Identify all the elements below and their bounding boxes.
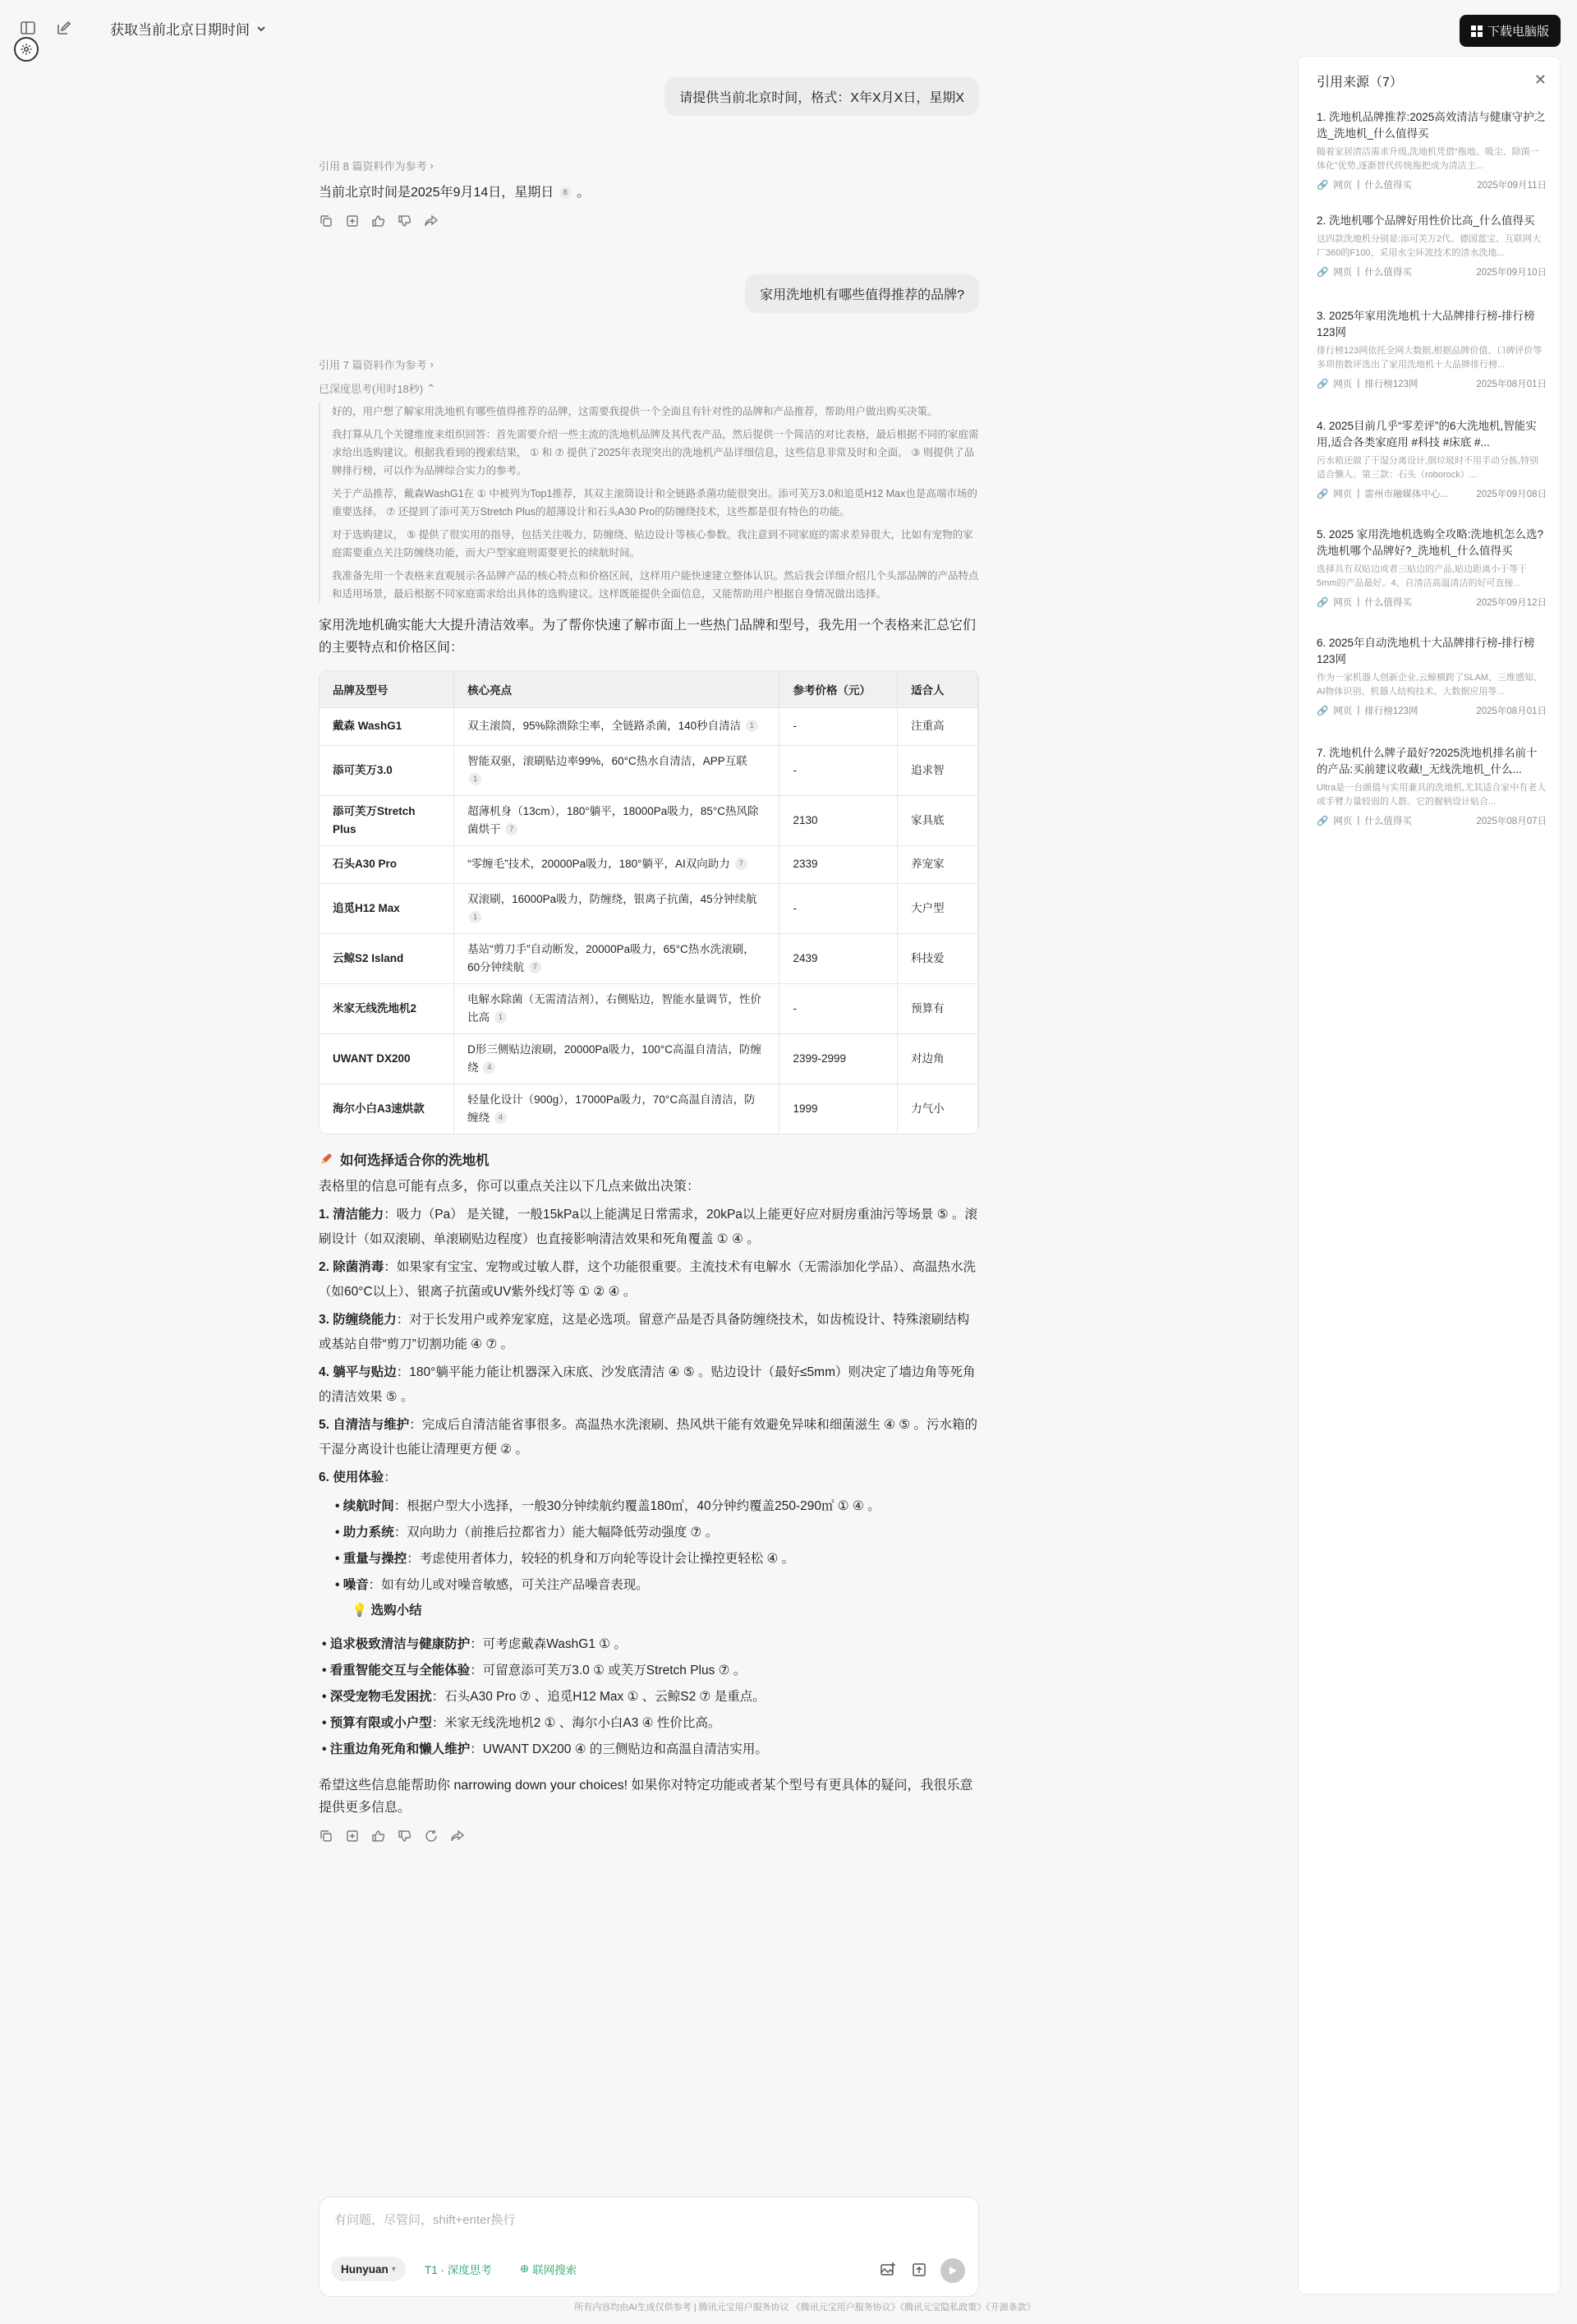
- source-title[interactable]: 1. 洗地机品牌推荐:2025高效清洁与健康守护之选_洗地机_什么值得买: [1317, 111, 1546, 140]
- source-title[interactable]: 7. 洗地机什么牌子最好?2025洗地机排名前十的产品:买前建议收藏!_无线洗地机_什么...: [1317, 747, 1538, 775]
- source-date: 2025年09月08日: [1476, 490, 1547, 499]
- source-date: 2025年09月11日: [1477, 181, 1547, 191]
- thinking-paragraph: 我准备先用一个表格来直观展示各品牌产品的核心特点和价格区间，这样用户能快速建立整体认识。然后我会详细介绍几个头部品牌的产品特点和适用场景，最后根据不同家庭需求给出具体的选购建议。这样既能提供全面信息，又能帮助用户根据自身情况做出选择。: [332, 570, 979, 600]
- table-cell-features: [454, 745, 779, 795]
- citation-badge[interactable]: 1: [494, 1011, 507, 1024]
- usage-item: [335, 1493, 979, 1520]
- features-text: 双滚刷，16000Pa吸力，防缠绕，银离子抗菌，45分钟续航: [467, 892, 757, 905]
- table-cell-model: 海尔小白A3速烘款: [320, 1084, 454, 1134]
- guide-item: [319, 1203, 979, 1252]
- source-meta: [1317, 265, 1547, 278]
- source-meta: [1317, 178, 1547, 191]
- table-cell-price: 2439: [779, 933, 898, 983]
- link-icon: 🔗: [1317, 817, 1329, 826]
- source-site: 什么值得买: [1364, 268, 1412, 278]
- source-item[interactable]: [1317, 418, 1547, 500]
- source-date: 2025年09月12日: [1476, 598, 1547, 608]
- table-row: [320, 845, 978, 883]
- source-date: 2025年08月07日: [1476, 817, 1547, 826]
- link-icon: 🔗: [1317, 181, 1329, 191]
- source-site: 排行榜123网: [1364, 380, 1418, 389]
- source-type: 网页: [1333, 181, 1353, 191]
- guide-label: 除菌消毒: [333, 1259, 384, 1274]
- guide-intro: 表格里的信息可能有点多，你可以重点关注以下几点来做出决策：: [319, 1179, 701, 1194]
- table-header: 品牌及型号: [320, 671, 454, 707]
- summary-item: [322, 1710, 979, 1737]
- guide-text: ：180°躺平能力能让机器深入床底、沙发底清洁 ④ ⑤ 。贴边设计（最好≤5mm）则决定了墙边角等死角的清洁效果 ⑤ 。: [319, 1364, 976, 1404]
- chevron-up-icon: ⌃: [426, 381, 436, 394]
- source-snippet: 随着家居清洁需求升级,洗地机凭借“拖地、吸尘、除菌一体化”优势,逐渐替代传统拖把成为清洁主...: [1317, 147, 1539, 171]
- source-meta: [1317, 377, 1547, 390]
- image-upload-icon[interactable]: [880, 2262, 896, 2282]
- summary-text: ：米家无线洗地机2 ① 、海尔小白A3 ④ 性价比高。: [431, 1715, 721, 1730]
- source-snippet: Ultra是一台颜值与实用兼具的洗地机,尤其适合家中有老人或手臂力量较弱的人群。它的握柄设计贴合...: [1317, 783, 1547, 807]
- table-cell-price: -: [779, 983, 898, 1033]
- table-cell-price: -: [779, 883, 898, 933]
- table-cell-features: [454, 707, 779, 745]
- table-cell-audience: 追求智: [898, 745, 978, 795]
- guide-heading: [319, 1149, 979, 1169]
- summary-item: [322, 1684, 979, 1710]
- citation-badge[interactable]: 1: [469, 773, 481, 785]
- guide-number: 2.: [319, 1259, 329, 1274]
- guide-label: 防缠绕能力: [333, 1312, 397, 1327]
- source-type: 网页: [1333, 380, 1353, 389]
- table-cell-audience: 预算有: [898, 983, 978, 1033]
- source-item[interactable]: [1317, 308, 1547, 390]
- table-cell-price: 2399-2999: [779, 1033, 898, 1084]
- reference-count: 引用 7 篇资料作为参考: [319, 359, 427, 371]
- guide-text: ：完成后自清洁能省事很多。高温热水洗滚刷、热风烘干能有效避免异味和细菌滋生 ④ ⑤ 。污水箱的干湿分离设计也能让清理更方便 ② 。: [319, 1417, 977, 1457]
- link-icon: 🔗: [1317, 598, 1329, 608]
- usage-text: ：如有幼儿或对噪音敏感，可关注产品噪音表现。: [368, 1577, 649, 1592]
- top-bar: [0, 0, 1577, 58]
- source-site: 什么值得买: [1364, 181, 1412, 191]
- citation-badge[interactable]: 7: [505, 823, 517, 835]
- model-selector[interactable]: [331, 2257, 406, 2281]
- table-cell-audience: 养宠家: [898, 845, 978, 883]
- thinking-paragraph: 好的，用户想了解家用洗地机有哪些值得推荐的品牌，这需要我提供一个全面且有针对性的品牌和产品推荐，帮助用户做出购买决策。: [332, 406, 938, 417]
- divider: |: [1357, 267, 1360, 277]
- brand-comparison-table: [319, 670, 979, 1134]
- source-snippet: 作为一家机器人创新企业,云鲸横跨了SLAM、三维感知、AI物体识别、机器人结构技术、大数据应用等...: [1317, 673, 1543, 697]
- settings-gear-icon[interactable]: [14, 37, 39, 62]
- table-cell-price: 2339: [779, 845, 898, 883]
- regenerate-icon[interactable]: [424, 1829, 439, 1843]
- guide-item: [319, 1413, 979, 1462]
- guide-label: 躺平与贴边: [333, 1364, 397, 1379]
- divider: |: [1357, 816, 1360, 826]
- guide-text: ：对于长发用户或养宠家庭，这是必选项。留意产品是否具备防缠绕技术，如齿梳设计、特殊滚刷结构或基站自带“剪刀”切割功能 ④ ⑦ 。: [319, 1312, 970, 1351]
- source-site: 什么值得买: [1364, 817, 1412, 826]
- chevron-right-icon: ›: [430, 358, 434, 370]
- usage-label: 续航时间: [343, 1498, 394, 1513]
- table-cell-price: -: [779, 707, 898, 745]
- summary-label: 深受宠物毛发困扰: [329, 1689, 432, 1704]
- source-type: 网页: [1333, 598, 1353, 608]
- features-text: 轻量化设计（900g），17000Pa吸力，70°C高温自清洁，防缠绕: [467, 1093, 756, 1124]
- source-title[interactable]: 6. 2025年自动洗地机十大品牌排行榜-排行榜123网: [1317, 637, 1535, 665]
- source-meta: [1317, 487, 1547, 500]
- source-date: 2025年09月10日: [1476, 268, 1547, 278]
- windows-icon: [1471, 25, 1483, 37]
- usage-text: ：根据户型大小选择，一般30分钟续航约覆盖180㎡，40分钟约覆盖250-290㎡ ① ④ 。: [393, 1498, 880, 1513]
- guide-number: 4.: [319, 1364, 329, 1379]
- bookmark-icon[interactable]: [345, 1829, 360, 1843]
- chat-input[interactable]: 有问题，尽管问，shift+enter换行: [334, 2213, 516, 2227]
- sources-panel: [1298, 56, 1561, 2294]
- source-site: 排行榜123网: [1364, 706, 1418, 716]
- link-icon: 🔗: [1317, 268, 1329, 278]
- chat-input-box: [319, 2197, 979, 2297]
- tip-line: [319, 1599, 979, 1623]
- answer-text: 当前北京时间是2025年9月14日，星期日 8 。: [319, 186, 591, 200]
- guide-label: 使用体验: [333, 1470, 384, 1484]
- table-row: [320, 795, 978, 845]
- guide-text: ：吸力（Pa） 是关键，一般15kPa以上能满足日常需求，20kPa以上能更好应对厨房重油污等场景 ⑤ 。滚刷设计（如双滚刷、单滚刷贴边程度）也直接影响清洁效果和死角覆盖 ① ④ 。: [319, 1207, 977, 1246]
- assistant-message: [319, 357, 979, 1843]
- source-meta: [1317, 814, 1547, 827]
- summary-text: ：可留意添可芙万3.0 ① 或芙万Stretch Plus ⑦ 。: [470, 1663, 747, 1677]
- thumbs-down-icon[interactable]: [398, 1829, 412, 1843]
- download-desktop-button[interactable]: [1460, 15, 1561, 47]
- thumbs-down-icon[interactable]: [398, 214, 412, 228]
- guide-label: 自清洁与维护: [333, 1417, 410, 1432]
- table-cell-model: 追觅H12 Max: [320, 883, 454, 933]
- usage-label: 噪音: [343, 1577, 369, 1592]
- copy-icon[interactable]: [319, 214, 333, 228]
- table-cell-model: 添可芙万Stretch Plus: [320, 795, 454, 845]
- source-meta: [1317, 704, 1547, 717]
- conversation-title-text: 获取当前北京日期时间: [110, 22, 250, 38]
- source-title[interactable]: 3. 2025年家用洗地机十大品牌排行榜-排行榜123网: [1317, 310, 1535, 338]
- source-item[interactable]: [1317, 527, 1547, 609]
- table-cell-price: 1999: [779, 1084, 898, 1134]
- citation-badge[interactable]: 8: [559, 186, 572, 199]
- source-item[interactable]: [1317, 109, 1547, 191]
- guide-number: 6.: [319, 1470, 329, 1484]
- table-cell-model: 米家无线洗地机2: [320, 983, 454, 1033]
- table-cell-features: [454, 1033, 779, 1084]
- table-row: [320, 983, 978, 1033]
- lightbulb-icon: 💡: [352, 1603, 368, 1618]
- table-header: 核心亮点: [454, 671, 779, 707]
- table-cell-price: -: [779, 745, 898, 795]
- divider: |: [1357, 489, 1360, 499]
- table-cell-features: [454, 883, 779, 933]
- table-header: 参考价格（元）: [779, 671, 898, 707]
- send-arrow-icon: [947, 2265, 959, 2276]
- citation-badge[interactable]: 7: [735, 858, 747, 870]
- table-cell-model: 石头A30 Pro: [320, 845, 454, 883]
- answer-intro: 家用洗地机确实能大大提升清洁效率。为了帮你快速了解市面上一些热门品牌和型号，我先用一个表格来汇总它们的主要特点和价格区间：: [319, 619, 977, 655]
- table-cell-features: [454, 983, 779, 1033]
- table-row: [320, 1033, 978, 1084]
- link-icon: 🔗: [1317, 490, 1329, 499]
- thinking-content: [319, 403, 979, 603]
- answer-sentence: 当前北京时间是2025年9月14日，星期日: [319, 186, 554, 200]
- thinking-paragraph: 关于产品推荐，戴森WashG1在 ① 中被列为Top1推荐，其双主滚筒设计和全链路杀菌功能很突出。添可芙万3.0和追觅H12 Max也是高端市场的重要选择。 ⑦ 还提到了添可芙万Stretch Plus的超薄设计和石头A30 Pro的防缠绕技术，这些都是很有特色的功能。: [332, 488, 977, 518]
- table-cell-audience: 注重高: [898, 707, 978, 745]
- source-title[interactable]: 2. 洗地机哪个品牌好用性价比高_什么值得买: [1317, 214, 1535, 227]
- table-cell-audience: 大户型: [898, 883, 978, 933]
- table-cell-features: [454, 845, 779, 883]
- table-cell-features: [454, 1084, 779, 1134]
- summary-item: [322, 1737, 979, 1763]
- source-snippet: 这四款洗地机分别是:添可芙万2代、德国蓝宝、互联网大厂360的F100、采用水尘环流技术的清水洗地...: [1317, 234, 1542, 258]
- table-cell-audience: 科技爱: [898, 933, 978, 983]
- divider: |: [1357, 379, 1360, 389]
- file-upload-icon[interactable]: [911, 2262, 927, 2282]
- guide-item: [319, 1466, 979, 1490]
- usage-item: [335, 1572, 979, 1599]
- source-type: 网页: [1333, 817, 1353, 826]
- source-site: 什么值得买: [1364, 598, 1412, 608]
- table-cell-model: UWANT DX200: [320, 1033, 454, 1084]
- sources-title: 引用来源（7）: [1317, 76, 1403, 90]
- assistant-message: [319, 158, 979, 228]
- table-row: [320, 745, 978, 795]
- divider: |: [1357, 706, 1360, 716]
- summary-text: ：UWANT DX200 ④ 的三侧贴边和高温自清洁实用。: [470, 1742, 768, 1756]
- chevron-down-icon: ▾: [391, 2264, 396, 2274]
- summary-item: [322, 1658, 979, 1684]
- source-date: 2025年08月01日: [1476, 380, 1547, 389]
- source-title[interactable]: 4. 2025目前几乎“零差评”的6大洗地机,智能实用,适合各类家庭用 #科技 #床底 #...: [1317, 420, 1537, 449]
- reference-link[interactable]: [319, 357, 979, 372]
- source-date: 2025年08月01日: [1476, 706, 1547, 716]
- divider: |: [1357, 180, 1360, 190]
- thumbs-up-icon[interactable]: [371, 214, 386, 228]
- guide-number: 5.: [319, 1417, 329, 1432]
- table-cell-audience: 家具底: [898, 795, 978, 845]
- guide-title: 如何选择适合你的洗地机: [340, 1153, 490, 1168]
- guide-number: 3.: [319, 1312, 329, 1327]
- table-cell-features: [454, 795, 779, 845]
- source-snippet: 污水箱还做了干湿分离设计,倒垃圾时不用手动分拣,特别适合懒人。第三款：石头（roborock）...: [1317, 456, 1539, 480]
- footer-disclaimer: 所有内容均由AI生成仅供参考 | 腾讯元宝用户服务协议 《腾讯元宝用户服务协议》《腾讯元宝隐私政策》《开源条款》: [574, 2303, 1036, 2312]
- usage-text: ：双向助力（前推后拉都省力）能大幅降低劳动强度 ⑦ 。: [393, 1525, 719, 1539]
- table-cell-features: [454, 933, 779, 983]
- guide-text: ：: [384, 1470, 397, 1484]
- deep-think-label: T1 · 深度思考: [425, 2264, 492, 2276]
- source-snippet: 排行榜123网依托全网大数据,根据品牌价值、口碑评价等多项指数评选出了家用洗地机十大品牌排行榜...: [1317, 346, 1543, 370]
- guide-item: [319, 1360, 979, 1410]
- model-label: Hunyuan: [341, 2262, 389, 2276]
- table-cell-model: 云鲸S2 Island: [320, 933, 454, 983]
- globe-icon: ⊕: [520, 2262, 530, 2275]
- thinking-toggle[interactable]: [319, 380, 979, 396]
- user-message: 家用洗地机有哪些值得推荐的品牌?: [745, 274, 979, 313]
- guide-item: [319, 1308, 979, 1357]
- citation-badge[interactable]: 1: [469, 911, 481, 923]
- share-icon[interactable]: [424, 214, 439, 228]
- web-search-toggle[interactable]: [510, 2257, 586, 2281]
- summary-text: ：可考虑戴森WashG1 ① 。: [470, 1636, 627, 1651]
- thinking-paragraph: 对于选购建议， ⑤ 提供了很实用的指导，包括关注吸力、防缠绕、贴边设计等核心参数。我注意到不同家庭的需求差异很大，比如有宠物的家庭需要重点关注防缠绕功能，而大户型家庭则需要更长的续航时间。: [332, 529, 973, 559]
- source-item[interactable]: [1317, 745, 1547, 827]
- guide-list: [319, 1203, 979, 1490]
- divider: |: [1357, 597, 1360, 607]
- chevron-down-icon: [256, 24, 266, 34]
- source-type: 网页: [1333, 490, 1353, 499]
- deep-think-toggle[interactable]: [415, 2257, 502, 2281]
- summary-item: [322, 1631, 979, 1658]
- reference-link[interactable]: [319, 158, 979, 173]
- features-text: 基站“剪刀手”自动断发，20000Pa吸力，65°C热水洗滚刷，60分钟续航: [467, 942, 755, 973]
- source-type: 网页: [1333, 706, 1353, 716]
- link-icon: 🔗: [1317, 706, 1329, 716]
- link-icon: 🔗: [1317, 380, 1329, 389]
- source-site: 雷州市融媒体中心...: [1364, 490, 1448, 499]
- bookmark-icon[interactable]: [345, 214, 360, 228]
- features-text: 智能双驱，滚刷贴边率99%，60°C热水自清洁，APP互联: [467, 754, 747, 767]
- usage-list: [319, 1493, 979, 1599]
- table-row: [320, 933, 978, 983]
- guide-text: ：如果家有宝宝、宠物或过敏人群，这个功能很重要。主流技术有电解水（无需添加化学品）、高温热水洗（如60°C以上）、银离子抗菌或UV紫外线灯等 ① ② ④ 。: [319, 1259, 977, 1299]
- citation-badge[interactable]: 4: [494, 1111, 507, 1124]
- thumbs-up-icon[interactable]: [371, 1829, 386, 1843]
- summary-label: 追求极致清洁与健康防护: [329, 1636, 471, 1651]
- usage-label: 助力系统: [343, 1525, 394, 1539]
- table-row: [320, 707, 978, 745]
- table-cell-model: 戴森 WashG1: [320, 707, 454, 745]
- conversation-title[interactable]: [110, 18, 266, 39]
- message-actions: [319, 1829, 979, 1843]
- closing-text: 希望这些信息能帮助你 narrowing down your choices! 如果你对特定功能或者某个型号有更具体的疑问，我很乐意提供更多信息。: [319, 1778, 973, 1815]
- features-text: 电解水除菌（无需清洁剂），右侧贴边，智能水量调节，性价比高: [467, 992, 761, 1024]
- features-text: 双主滚筒，95%除溃除尘率，全链路杀菌，140秒自清洁: [467, 720, 742, 732]
- source-item[interactable]: [1317, 213, 1547, 278]
- source-snippet: 选择具有双贴边或者三贴边的产品,贴边距离小于等于5mm的产品最好。4、自清洁高温清洁的好可直接...: [1317, 564, 1528, 588]
- table-cell-model: 添可芙万3.0: [320, 745, 454, 795]
- thinking-paragraph: 我打算从几个关键维度来组织回答：首先需要介绍一些主流的洗地机品牌及其代表产品，然后提供一个简洁的对比表格，最后根据不同的家庭需求给出选购建议。根据我看到的搜索结果， ① 和 ⑦ 提供了2025年表现突出的洗地机产品详细信息，这些信息非常及时和全面。 ③ 则提供了品牌排行榜，可以作为品牌综合实力的参考。: [332, 429, 979, 476]
- summary-label: 预算有限或小户型: [329, 1715, 432, 1730]
- close-icon[interactable]: ✕: [1533, 71, 1547, 88]
- reference-count: 引用 8 篇资料作为参考: [319, 160, 427, 173]
- usage-label: 重量与操控: [343, 1551, 407, 1566]
- table-row: [320, 1084, 978, 1134]
- source-type: 网页: [1333, 268, 1353, 278]
- usage-text: ：考虑使用者体力，较轻的机身和万向轮等设计会让操控更轻松 ④ 。: [407, 1551, 795, 1566]
- guide-number: 1.: [319, 1207, 329, 1222]
- features-text: “零缠毛”技术，20000Pa吸力，180°躺平，AI双向助力: [467, 858, 730, 870]
- summary-label: 看重智能交互与全能体验: [329, 1663, 471, 1677]
- usage-item: [335, 1546, 979, 1572]
- new-chat-icon[interactable]: [54, 18, 74, 38]
- pencil-icon: [319, 1152, 333, 1167]
- table-row: [320, 883, 978, 933]
- table-header: 适合人: [898, 671, 978, 707]
- source-meta: [1317, 596, 1547, 609]
- sidebar-toggle-icon[interactable]: [18, 18, 38, 38]
- usage-item: [335, 1520, 979, 1546]
- citation-badge[interactable]: 4: [483, 1061, 495, 1074]
- features-text: D形三侧贴边滚刷，20000Pa吸力，100°C高温自清洁，防缠绕: [467, 1042, 762, 1074]
- summary-list: [319, 1631, 979, 1763]
- message-actions: [319, 214, 979, 228]
- summary-text: ：石头A30 Pro ⑦ 、追觅H12 Max ① 、云鲸S2 ⑦ 是重点。: [431, 1689, 766, 1704]
- chevron-right-icon: ›: [430, 159, 434, 172]
- table-header-row: [320, 671, 978, 707]
- summary-label: 注重边角死角和懒人维护: [329, 1742, 471, 1756]
- thinking-label: 已深度思考(用时18秒): [319, 383, 424, 395]
- guide-item: [319, 1255, 979, 1305]
- table-cell-audience: 力气小: [898, 1084, 978, 1134]
- guide-label: 清洁能力: [333, 1207, 384, 1222]
- citation-badge[interactable]: 7: [529, 961, 541, 973]
- source-title[interactable]: 5. 2025 家用洗地机选购全攻略:洗地机怎么选?洗地机哪个品牌好?_洗地机_什么值得买: [1317, 528, 1544, 557]
- share-icon[interactable]: [450, 1829, 465, 1843]
- source-item[interactable]: [1317, 635, 1547, 717]
- tip-label: 选购小结: [370, 1603, 422, 1618]
- send-button[interactable]: [940, 2258, 965, 2283]
- web-search-label: 联网搜索: [532, 2264, 577, 2276]
- user-message: 请提供当前北京时间，格式：X年X月X日，星期X: [664, 77, 979, 116]
- table-cell-audience: 对边角: [898, 1033, 978, 1084]
- features-text: 超薄机身（13cm），180°躺平，18000Pa吸力，85°C热风除菌烘干: [467, 804, 759, 835]
- table-cell-price: 2130: [779, 795, 898, 845]
- copy-icon[interactable]: [319, 1829, 333, 1843]
- download-label: 下载电脑版: [1487, 25, 1549, 39]
- citation-badge[interactable]: 1: [746, 720, 758, 732]
